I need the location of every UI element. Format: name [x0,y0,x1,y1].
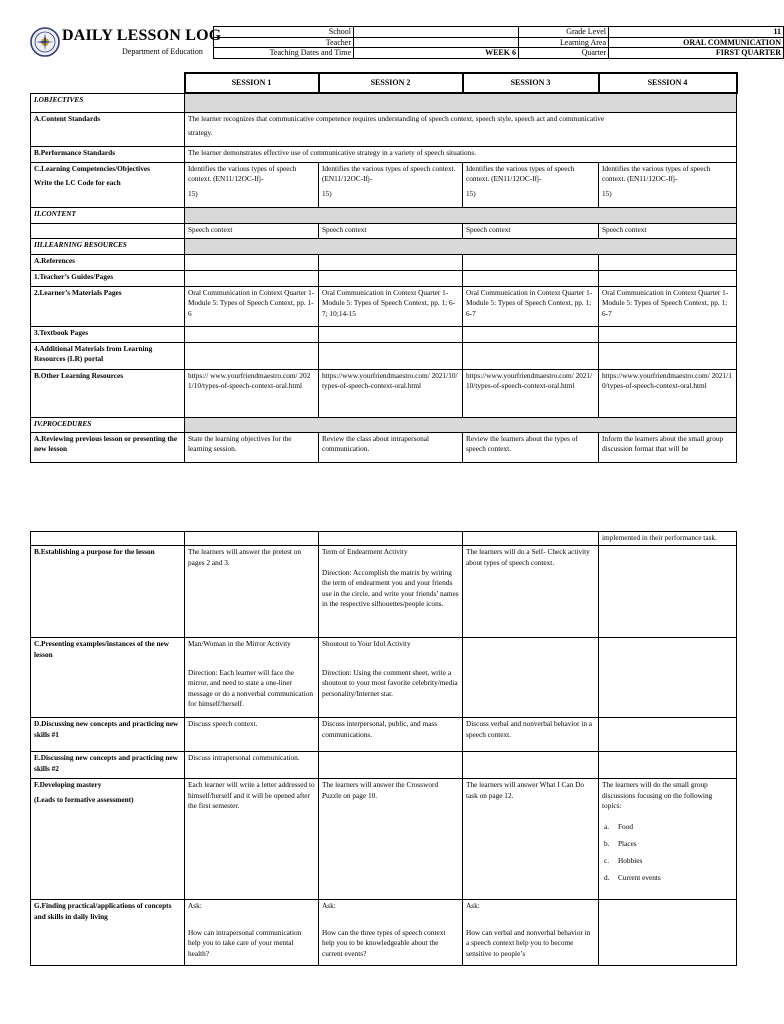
competency-cell: Identifies the various types of speech context. (EN11/12OC-Ifj- 15) [599,162,737,207]
mastery-session-3: The learners will answer What I Can Do task on page 12. [463,779,599,900]
resource-link[interactable]: https://www.yourfriendmaestro.com/ 2021/10/types-of-speech-context-oral.html [463,369,599,417]
list-item: b. Places [604,838,637,848]
content-cell: Speech context [185,223,319,238]
finding-session-1: Ask: How can intrapersonal communication help you to take care of your mental health? [185,900,319,966]
procedures-heading: IV.PROCEDURES [31,417,185,432]
presenting-examples-label: C.Presenting examples/instances of the new lesson [31,638,185,718]
materials-cell: Oral Communication in Context Quarter 1- Module 5: Types of Speech Context, pp. 1; 6-7 [463,286,599,326]
purpose-label: B.Establishing a purpose for the lesson [31,546,185,638]
purpose-session-3: The learners will do a Self- Check activity about types of speech context. [463,546,599,638]
learners-materials-label: 2.Learner’s Materials Pages [31,286,185,326]
discussing-1-label: D.Discussing new concepts and practicing new skills #1 [31,718,185,752]
lesson-log-table-page-1 [30,72,738,463]
quarter-label: Quarter [519,48,609,59]
learning-resources-band [185,238,737,254]
objectives-band [185,93,737,112]
teacher-value [354,37,519,48]
corner-cell [31,73,185,93]
competencies-label: C.Learning Competencies/Objectives Write the LC Code for each [31,162,185,207]
session-3-header: SESSION 3 [463,73,599,93]
finding-session-3: Ask: How can verbal and nonverbal behavior in a speech context help you to become sensitive to people’s [463,900,599,966]
performance-standards-label: B.Performance Standards [31,146,185,162]
department-name: Department of Education [122,47,203,56]
list-item: d. Current events [604,872,661,882]
content-cell: Speech context [319,223,463,238]
discussing-1-session-1: Discuss speech context. [185,718,319,752]
reviewing-lesson-label: A.Reviewing previous lesson or presenting the new lesson [31,432,185,462]
deped-seal-icon [30,27,60,57]
mastery-session-1: Each learner will write a letter addressed to himself/herself and it will be opened after the first semester. [185,779,319,900]
header-info-table [213,26,784,59]
school-label: School [214,27,354,38]
discussing-2-session-1: Discuss intrapersonal communication. [185,752,319,779]
content-heading: II.CONTENT [31,207,185,223]
content-cell: Speech context [463,223,599,238]
lesson-log-header [30,26,781,60]
other-resources-label: B.Other Learning Resources [31,369,185,417]
discussion-topics-list [602,822,733,890]
teacher-label: Teacher [214,37,354,48]
content-standards-text: The learner recognizes that communicative competence requires understanding of speech context, speech style, speech act and communicative strategy. [185,112,737,146]
additional-materials-label: 4.Additional Materials from Learning Resources (LR) portal [31,342,185,369]
purpose-session-1: The learners will answer the pretest on pages 2 and 3. [185,546,319,638]
references-label: A.References [31,254,185,270]
purpose-session-2: Term of Endearment Activity Direction: Accomplish the matrix by writing the term of endearment you and your friends use in the circle, and write your friends’ names in the respective silhouettes/people icons. [319,546,463,638]
resource-link[interactable]: https://www.yourfriendmaestro.com/ 2021/10/types-of-speech-context-oral.html [599,369,737,417]
discussing-1-session-3: Discuss verbal and nonverbal behavior in a speech context. [463,718,599,752]
quarter-value: FIRST QUARTER [609,48,784,59]
finding-applications-label: G.Finding practical/applications of concepts and skills in daily living [31,900,185,966]
objectives-heading: I.OBJECTIVES [31,93,185,112]
procedures-band [185,417,737,432]
performance-standards-text: The learner demonstrates effective use of communicative strategy in a variety of speech situations. [185,146,737,162]
content-cell: Speech context [599,223,737,238]
content-empty-label [31,223,185,238]
discussing-1-session-2: Discuss interpersonal, public, and mass communications. [319,718,463,752]
document-title: DAILY LESSON LOG [62,27,222,44]
reviewing-cell: State the learning objectives for the learning session. [185,432,319,462]
mastery-session-2: The learners will answer the Crossword Puzzle on page 10. [319,779,463,900]
reviewing-cell: Review the learners about the types of speech context. [463,432,599,462]
presenting-session-2: Shoutout to Your Idol Activity Direction: Using the comment sheet, write a shoutout to your most favorite celebrity/media personality/Internet star. [319,638,463,718]
session-2-header: SESSION 2 [319,73,463,93]
session-4-header: SESSION 4 [599,73,737,93]
teaching-dates-label: Teaching Dates and Time [214,48,354,59]
presenting-session-1: Man/Woman in the Mirror Activity Direction: Each learner will face the mirror, and need to state a one-liner message or do a nonverbal communication for himself/herself. [185,638,319,718]
teaching-dates-value: WEEK 6 [354,48,519,59]
resource-link[interactable]: https:// www.yourfriendmaestro.com/ 2021/10/types-of-speech-context-oral.html [185,369,319,417]
teachers-guide-label: 1.Teacher’s Guides/Pages [31,270,185,286]
competency-cell: Identifies the various types of speech context. (EN11/12OC-Ifj- 15) [319,162,463,207]
materials-cell: Oral Communication in Context Quarter 1- Module 5: Types of Speech Context, pp. 1; 6-7; 10;14-15 [319,286,463,326]
finding-session-2: Ask: How can the three types of speech context help you to be knowledgeable about the current events? [319,900,463,966]
learning-area-value: ORAL COMMUNICATION [609,37,784,48]
content-band [185,207,737,223]
discussing-2-label: E.Discussing new concepts and practicing new skills #2 [31,752,185,779]
list-item: a. Food [604,821,634,831]
materials-cell: Oral Communication in Context Quarter 1- Module 5: Types of Speech Context, pp. 1-6 [185,286,319,326]
resource-link[interactable]: https://www.yourfriendmaestro.com/ 2021/10/types-of-speech-context-oral.html [319,369,463,417]
carry-over-text: implemented in their performance task. [599,532,737,546]
learning-area-label: Learning Area [519,37,609,48]
school-value [354,27,519,38]
session-1-header: SESSION 1 [185,73,319,93]
developing-mastery-label: F.Developing mastery (Leads to formative assessment) [31,779,185,900]
list-item: c. Hobbies [604,855,643,865]
lesson-log-table-page-2 [30,531,737,966]
mastery-session-4: The learners will do the small group discussions focusing on the following topics: a. Food b. Places c. Hobbies d. Current events [599,779,737,900]
materials-cell: Oral Communication in Context Quarter 1- Module 5: Types of Speech Context, pp. 1; 6-7 [599,286,737,326]
reviewing-cell: Review the class about intrapersonal communication. [319,432,463,462]
content-standards-label: A.Content Standards [31,112,185,146]
textbook-pages-label: 3.Textbook Pages [31,326,185,342]
grade-level-label: Grade Level [519,27,609,38]
competency-cell: Identifies the various types of speech context. (EN11/12OC-Ifj- 15) [185,162,319,207]
competency-cell: Identifies the various types of speech context. (EN11/12OC-Ifj- 15) [463,162,599,207]
learning-resources-heading: III.LEARNING RESOURCES [31,238,185,254]
grade-level-value: 11 [609,27,784,38]
reviewing-cell: Inform the learners about the small group discussion format that will be [599,432,737,462]
